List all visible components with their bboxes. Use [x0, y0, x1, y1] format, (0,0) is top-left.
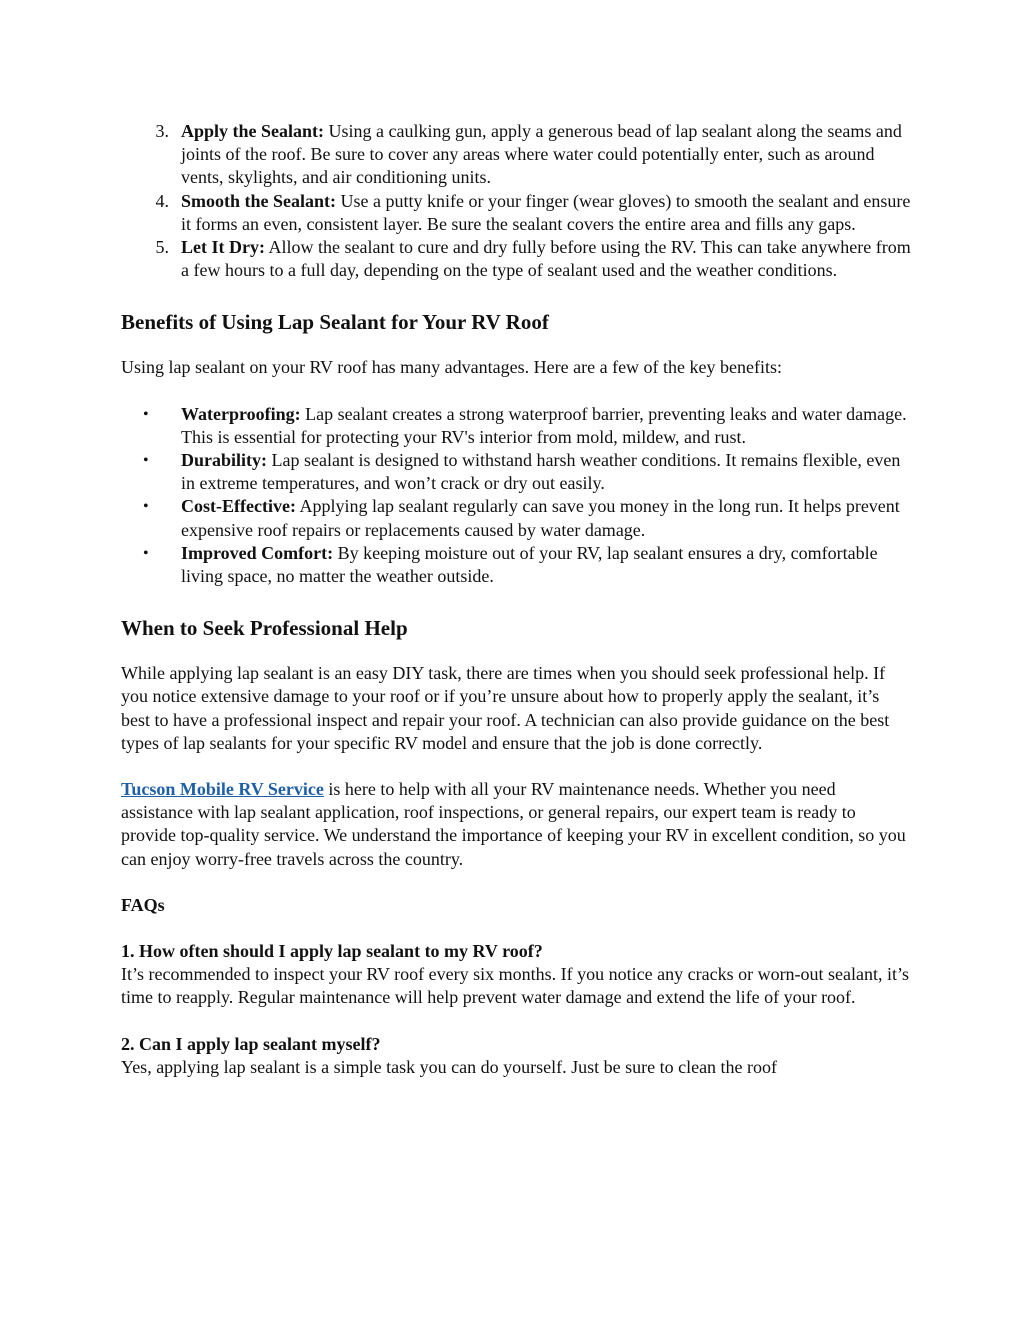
faq-answer-2: Yes, applying lap sealant is a simple task you can do yourself. Just be sure to clean the roof: [121, 1056, 778, 1077]
bullet-icon: •: [143, 452, 149, 470]
step-text: Use a putty knife or your finger (wear gloves) to smooth the sealant and ensure it forms an even, consistent layer. Be sure the sealant covers the entire area and fills any gaps.: [181, 190, 911, 234]
step-number: 4.: [155, 190, 169, 211]
benefit-text: Lap sealant creates a strong waterproof barrier, preventing leaks and water damage. This is essential for protecting your RV's interior from mold, mildew, and rust.: [181, 403, 907, 447]
step-text: Allow the sealant to cure and dry fully before using the RV. This can take anywhere from a few hours to a full day, depending on the type of sealant used and the weather conditions.: [181, 237, 911, 281]
step-title: Let It Dry:: [181, 237, 265, 258]
benefit-text: By keeping moisture out of your RV, lap sealant ensures a dry, comfortable living space, no matter the weather outside.: [181, 542, 878, 587]
benefit-item-waterproofing: [121, 403, 911, 449]
benefit-title: Waterproofing:: [181, 403, 301, 424]
service-paragraph: [121, 778, 911, 871]
service-text: is here to help with all your RV maintenance needs. Whether you need assistance with lap sealant application, roof inspections, or general repairs, our expert team is ready to provide top-quality service. We understand the importance of keeping your RV in excellent condition, so you can enjoy worry-free travels across the country.: [121, 779, 906, 869]
step-item-3: [121, 120, 911, 190]
bullet-icon: •: [143, 544, 149, 562]
step-item-4: [121, 190, 911, 236]
step-title: Apply the Sealant:: [181, 121, 325, 141]
faq-answer-1: It’s recommended to inspect your RV roof every six months. If you notice any cracks or worn-out sealant, it’s time to reapply. Regular maintenance will help prevent water damage and extend the life of your roof.: [121, 964, 910, 1008]
professional-heading: When to Seek Professional Help: [121, 616, 408, 641]
step-text: Using a caulking gun, apply a generous bead of lap sealant along the seams and joints of the roof. Be sure to cover any areas where water could potentially enter, such as around vents, skylights, and air conditioning units.: [181, 121, 902, 188]
benefit-title: Improved Comfort:: [181, 542, 334, 563]
benefit-text: Lap sealant is designed to withstand harsh weather conditions. It remains flexible, even in extreme temperatures, and won’t crack or dry out easily.: [181, 450, 901, 494]
benefit-item-durability: [121, 449, 911, 495]
steps-list: [121, 120, 911, 282]
benefits-heading: Benefits of Using Lap Sealant for Your RV Roof: [121, 310, 549, 335]
step-title: Smooth the Sealant:: [181, 190, 337, 211]
step-item-5: [121, 236, 911, 282]
benefit-title: Cost-Effective:: [181, 496, 296, 517]
benefit-item-improved-comfort: [121, 542, 911, 588]
step-number: 5.: [155, 237, 169, 258]
bullet-icon: •: [143, 498, 149, 516]
bullet-icon: •: [143, 405, 149, 423]
benefit-title: Durability:: [181, 450, 268, 471]
step-number: 3.: [155, 121, 169, 141]
benefit-text: Applying lap sealant regularly can save you money in the long run. It helps prevent expensive roof repairs or replacements caused by water damage.: [181, 496, 900, 540]
faq-question-1: 1. How often should I apply lap sealant to my RV roof?: [121, 941, 543, 962]
faq-question-2: 2. Can I apply lap sealant myself?: [121, 1033, 381, 1054]
professional-paragraph: While applying lap sealant is an easy DIY task, there are times when you should seek professional help. If you notice extensive damage to your roof or if you’re unsure about how to properly apply the sealant, it’s best to have a professional inspect and repair your roof. A technician can also provide guidance on the best types of lap sealants for your specific RV model and ensure that the job is done correctly.: [121, 663, 890, 753]
document-page: [121, 120, 911, 1079]
benefit-item-cost-effective: [121, 495, 911, 541]
faqs-heading: FAQs: [121, 894, 165, 915]
benefits-list: [121, 403, 911, 589]
tucson-mobile-rv-service-link[interactable]: Tucson Mobile RV Service: [121, 779, 324, 800]
benefits-intro: Using lap sealant on your RV roof has many advantages. Here are a few of the key benefits:: [121, 357, 783, 378]
